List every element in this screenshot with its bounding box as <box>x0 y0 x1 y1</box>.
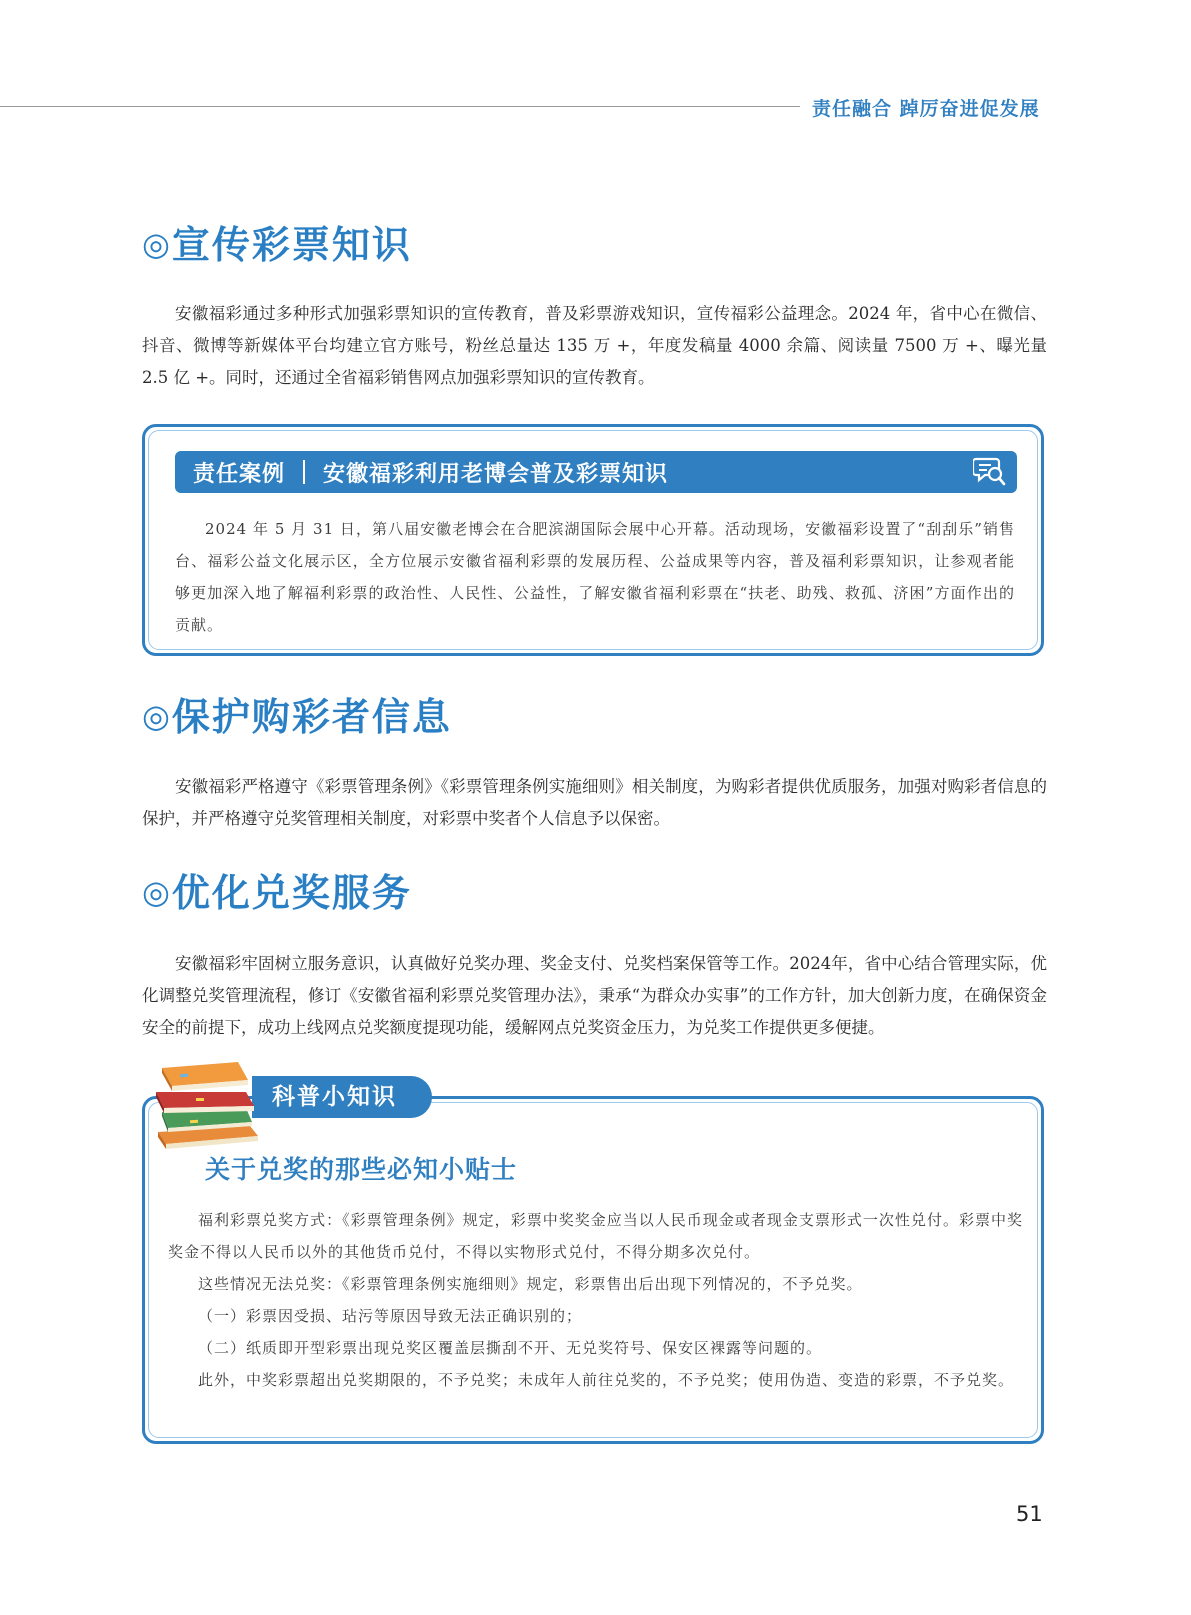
section-heading-text: 保护购彩者信息 <box>171 695 452 739</box>
tip-line: （一）彩票因受损、玷污等原因导致无法正确识别的； <box>198 1307 583 1325</box>
section-heading-lottery-knowledge <box>142 223 1042 267</box>
case-title-bar <box>175 451 1017 493</box>
tip-line: 这些情况无法兑奖：《彩票管理条例实施细则》规定，彩票售出后出现下列情况的，不予兑奖。 <box>198 1275 863 1293</box>
section-paragraph: 安徽福彩牢固树立服务意识，认真做好兑奖办理、奖金支付、兑奖档案保管等工作。2024年，省中心结合管理实际，优化调整兑奖管理流程，修订《安徽省福利彩票兑奖管理办法》，秉承“为群众办实事”的工作方针，加大创新力度，在确保资金安全的前提下，成功上线网点兑奖额度提现功能，缓解网点兑奖资金压力，为兑奖工作提供更多便捷。 <box>142 954 1047 1037</box>
tip-text <box>168 1204 1023 1396</box>
books-icon <box>150 1054 270 1152</box>
tip-tab: 科普小知识 <box>252 1076 432 1118</box>
circle-marker-icon: ◎ <box>142 697 172 735</box>
running-header: 责任融合 踔厉奋进促发展 <box>812 98 1040 120</box>
section-paragraph: 安徽福彩通过多种形式加强彩票知识的宣传教育，普及彩票游戏知识，宣传福彩公益理念。2024 年，省中心在微信、抖音、微博等新媒体平台均建立官方账号，粉丝总量达 135 万 +，年度发稿量 4000 余篇、阅读量 7500 万 +、曝光量 2.5 亿 +。同时，还通过全省福彩销售网点加强彩票知识的宣传教育。 <box>142 304 1047 387</box>
case-title: 安徽福彩利用老博会普及彩票知识 <box>323 461 669 487</box>
tip-title: 关于兑奖的那些必知小贴士 <box>205 1155 518 1184</box>
case-box <box>142 424 1044 656</box>
section-heading-protect-info <box>142 695 1042 739</box>
header-rule <box>0 106 800 107</box>
section-heading-text: 宣传彩票知识 <box>171 223 412 267</box>
tip-line: （二）纸质即开型彩票出现兑奖区覆盖层撕刮不开、无兑奖符号、保安区裸露等问题的。 <box>198 1339 823 1357</box>
section-heading-text: 优化兑奖服务 <box>171 871 412 915</box>
circle-marker-icon: ◎ <box>142 225 172 263</box>
case-title-separator <box>303 460 305 484</box>
section-heading-prize-service <box>142 871 1042 915</box>
tip-line: 此外，中奖彩票超出兑奖期限的，不予兑奖；未成年人前往兑奖的，不予兑奖；使用伪造、变造的彩票，不予兑奖。 <box>198 1371 1015 1389</box>
case-text: 2024 年 5 月 31 日，第八届安徽老博会在合肥滨湖国际会展中心开幕。活动现场，安徽福彩设置了“刮刮乐”销售台、福彩公益文化展示区，全方位展示安徽省福利彩票的发展历程、公益成果等内容，普及福利彩票知识，让参观者能够更加深入地了解福利彩票的政治性、人民性、公益性，了解安徽省福利彩票在“扶老、助残、救孤、济困”方面作出的贡献。 <box>175 520 1015 634</box>
chat-magnifier-icon <box>973 456 1007 488</box>
circle-marker-icon: ◎ <box>142 873 172 911</box>
case-label: 责任案例 <box>193 461 286 487</box>
page-number: 51 <box>1016 1502 1043 1526</box>
tip-line: 福利彩票兑奖方式：《彩票管理条例》规定，彩票中奖奖金应当以人民币现金或者现金支票形式一次性兑付。彩票中奖奖金不得以人民币以外的其他货币兑付，不得以实物形式兑付，不得分期多次兑付。 <box>168 1211 1023 1261</box>
section-paragraph: 安徽福彩严格遵守《彩票管理条例》《彩票管理条例实施细则》相关制度，为购彩者提供优质服务，加强对购彩者信息的保护，并严格遵守兑奖管理相关制度，对彩票中奖者个人信息予以保密。 <box>142 777 1047 828</box>
